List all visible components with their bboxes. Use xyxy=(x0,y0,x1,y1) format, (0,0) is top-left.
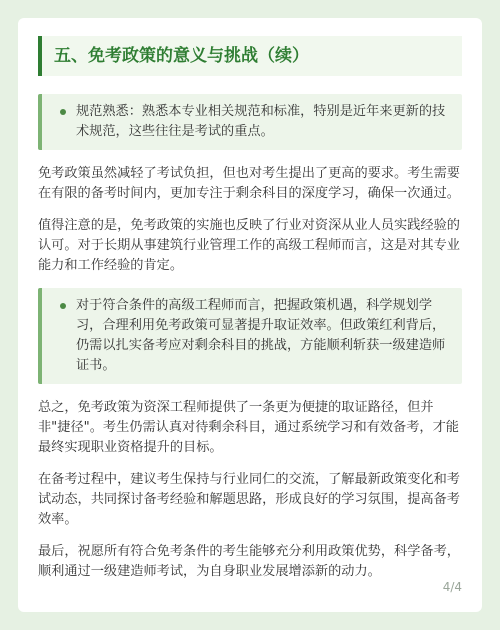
content-card xyxy=(18,18,482,612)
bullet-dot-icon xyxy=(60,303,66,309)
callout-advice xyxy=(38,288,462,384)
callout-text: 对于符合条件的高级工程师而言，把握政策机遇，科学规划学习，合理利用免考政策可显著提升取证效率。但政策红利背后，仍需以扎实备考应对剩余科目的挑战，方能顺利斩获一级建造师证书。 xyxy=(76,298,446,373)
section-title: 五、免考政策的意义与挑战（续） xyxy=(38,36,462,76)
callout-text: 规范熟悉：熟悉本专业相关规范和标准，特别是近年来更新的技术规范，这些往往是考试的重点。 xyxy=(76,104,446,139)
paragraph: 值得注意的是，免考政策的实施也反映了行业对资深从业人员实践经验的认可。对于长期从事建筑行业管理工作的高级工程师而言，这是对其专业能力和工作经验的肯定。 xyxy=(38,218,460,273)
bullet-dot-icon xyxy=(60,109,66,115)
callout-norms xyxy=(38,94,462,150)
page-number: 4/4 xyxy=(442,580,462,594)
paragraph: 免考政策虽然减轻了考试负担，但也对考生提出了更高的要求。考生需要在有限的备考时间内，更加专注于剩余科目的深度学习，确保一次通过。 xyxy=(38,166,460,201)
paragraph: 总之，免考政策为资深工程师提供了一条更为便捷的取证路径，但并非"捷径"。考生仍需认真对待剩余科目，通过系统学习和有效备考，才能最终实现职业资格提升的目标。 xyxy=(38,400,459,455)
paragraph: 在备考过程中，建议考生保持与行业同仁的交流，了解最新政策变化和考试动态，共同探讨备考经验和解题思路，形成良好的学习氛围，提高备考效率。 xyxy=(38,472,460,527)
paragraph: 最后，祝愿所有符合免考条件的考生能够充分利用政策优势，科学备考，顺利通过一级建造师考试，为自身职业发展增添新的动力。 xyxy=(38,544,460,579)
